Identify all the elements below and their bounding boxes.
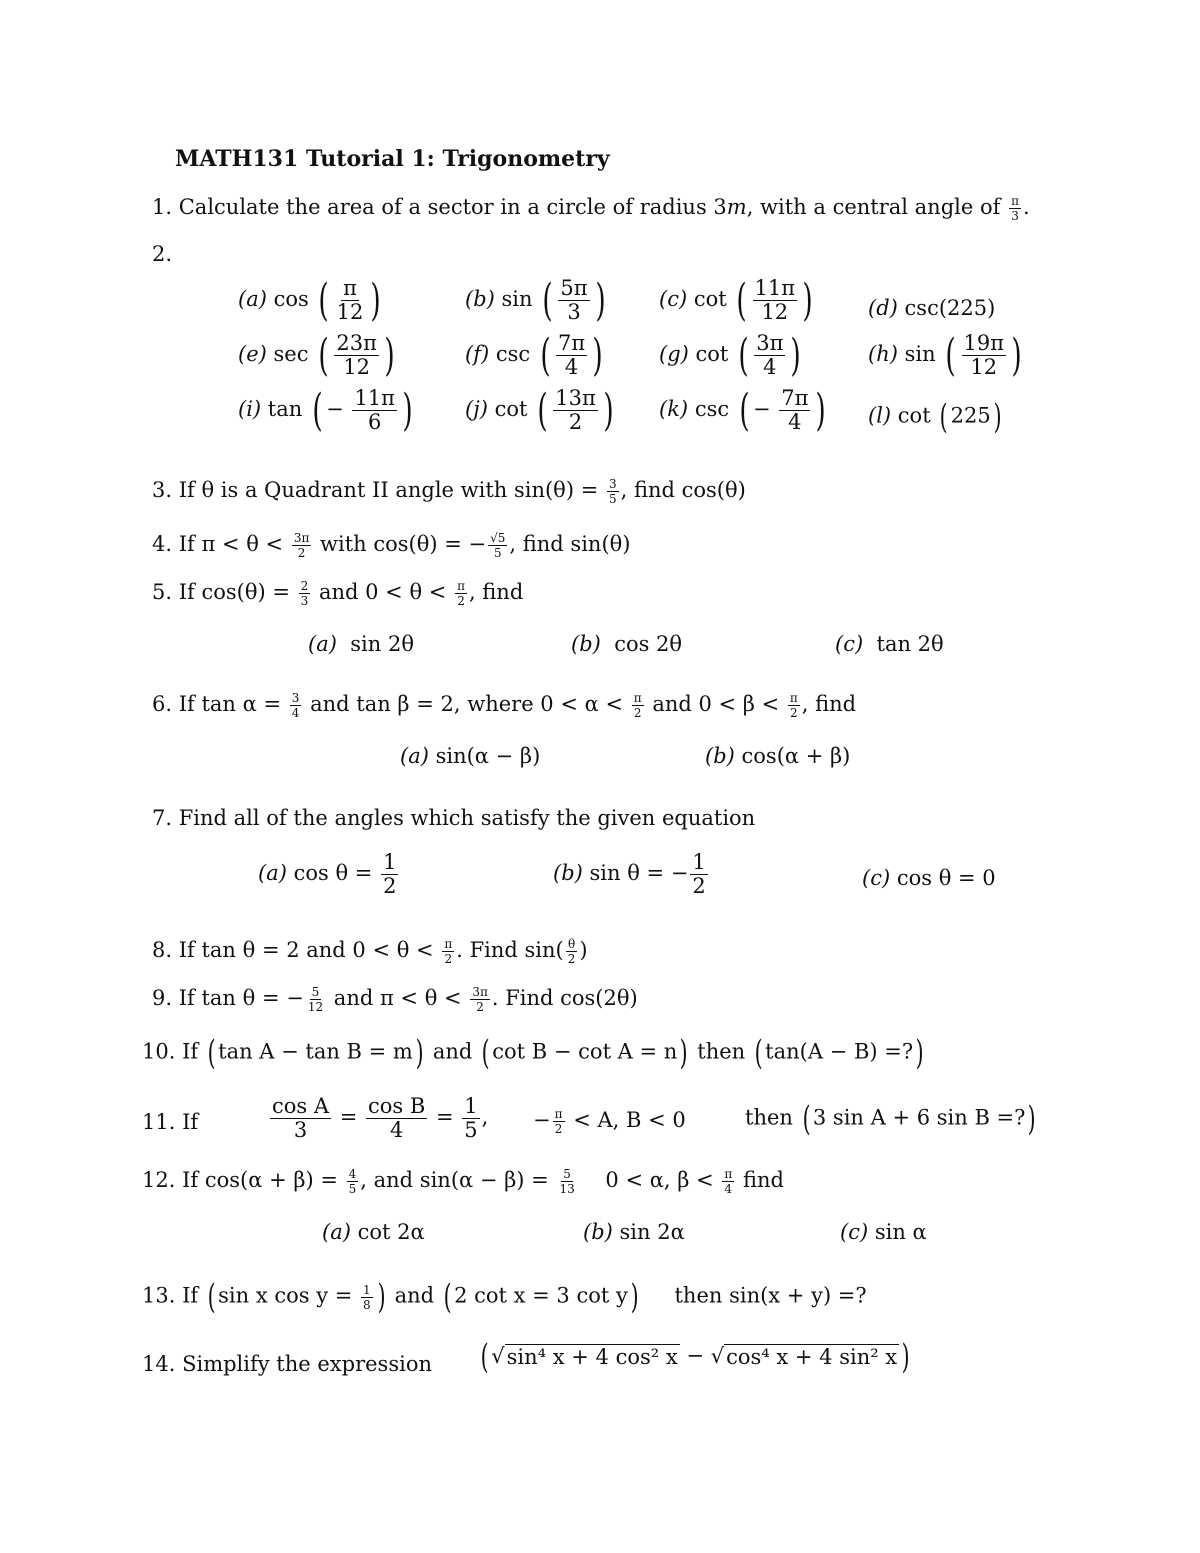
q5-frac: $\frac{2}{3}$ (300, 579, 309, 608)
q6-part-a: (a) sin(α − β) (400, 744, 541, 768)
q1-end: . (1022, 195, 1030, 219)
q8-number: 8. (152, 938, 173, 962)
q14-radical1: sin⁴ x + 4 cos² x (506, 1344, 678, 1369)
q10-expr1: tan A − tan B = m (218, 1039, 413, 1064)
q2-item-b: (b) sin ( $\frac{5\pi}{3}$ ) (465, 274, 606, 326)
q5-text: If cos(θ) = (178, 580, 290, 604)
q7-text: Find all of the angles which satisfy the given equation (178, 806, 756, 830)
q13-number: 13. (142, 1283, 176, 1308)
q10-text2: and (432, 1039, 473, 1064)
q5-text2: and 0 < θ < (318, 580, 447, 604)
q6-part-b: (b) cos(α + β) (705, 744, 851, 768)
q2-item-l: (l) cot ( 225) (868, 397, 1002, 437)
q12-part-b: (b) sin 2α (583, 1220, 685, 1244)
q7-part-c: (c) cos θ = 0 (862, 866, 996, 890)
q14-radical2: cos⁴ x + 4 sin² x (726, 1344, 898, 1369)
q10-text3: then (697, 1039, 746, 1064)
q5-part-c: (c) tan 2θ (835, 632, 944, 656)
q8-text: If tan θ = 2 and 0 < θ < (178, 938, 434, 962)
q10-number: 10. (142, 1039, 176, 1064)
question-3 (152, 478, 746, 505)
q14-label (142, 1352, 432, 1376)
q12-part-c: (c) sin α (840, 1220, 927, 1244)
q10-text: If (182, 1039, 199, 1064)
q4-text: If π < θ < (178, 532, 284, 556)
q6-frac2: $\frac{\pi}{2}$ (633, 691, 642, 720)
q4-number: 4. (152, 532, 173, 556)
q13-expr1: sin x cos y = (218, 1283, 353, 1308)
q4-text2: with cos(θ) = − (320, 532, 487, 556)
q4-frac2: $\frac{√5}{5}$ (490, 531, 506, 560)
q14-expression: ( √ sin⁴ x + 4 cos² x − √ cos⁴ x + 4 sin² x ) (480, 1337, 910, 1377)
q1-text2: , with a central angle of (746, 195, 1001, 219)
question-7 (152, 806, 755, 830)
q8-frac: $\frac{\pi}{2}$ (444, 937, 453, 966)
q2-item-e: (e) sec ( $\frac{23\pi}{12}$ ) (238, 329, 395, 381)
q3-number: 3. (152, 478, 173, 502)
q6-frac3: $\frac{\pi}{2}$ (789, 691, 798, 720)
q9-text: If tan θ = − (178, 986, 304, 1010)
q13-text2: and (394, 1283, 435, 1308)
q11-label (142, 1110, 198, 1134)
q2-item-h: (h) sin ( $\frac{19\pi}{12}$ ) (868, 329, 1022, 381)
q12-text: If cos(α + β) = (182, 1168, 338, 1192)
q2-item-g: (g) cot ( $\frac{3\pi}{4}$ ) (659, 329, 802, 381)
q5-part-b: (b) cos 2θ (571, 632, 683, 656)
q4-frac: $\frac{3\pi}{2}$ (293, 531, 310, 560)
q2-item-j: (j) cot ( $\frac{13\pi}{2}$ ) (465, 384, 614, 436)
q3-frac: $\frac{3}{5}$ (608, 477, 617, 506)
question-8 (152, 938, 588, 965)
q9-frac: $\frac{5}{12}$ (307, 985, 324, 1014)
q10-expr2: cot B − cot A = n (492, 1039, 678, 1064)
q1-angle: $\frac{\pi}{3}$ (1011, 194, 1019, 223)
q3-text: If θ is a Quadrant II angle with sin(θ) = (178, 478, 599, 502)
q6-frac: $\frac{3}{4}$ (291, 691, 300, 720)
question-1 (152, 195, 1030, 222)
page-title: MATH131 Tutorial 1: Trigonometry (175, 146, 610, 172)
q5-number: 5. (152, 580, 173, 604)
q12-text3: 0 < α, β < (605, 1168, 714, 1192)
q2-item-f: (f) csc ( $\frac{7\pi}{4}$ ) (465, 329, 603, 381)
q3-text2: , find cos(θ) (620, 478, 746, 502)
q11-number: 11. (142, 1110, 176, 1134)
q7-part-b: (b) sin θ = − $\frac{1}{2}$ (553, 850, 706, 898)
q8-text2: . Find sin( (456, 938, 564, 962)
q13-text3: then sin(x + y) =? (674, 1283, 867, 1308)
question-9 (152, 986, 638, 1013)
q11-expr: 3 sin A + 6 sin B =? (812, 1105, 1026, 1130)
q10-expr3: tan(A − B) =? (765, 1039, 914, 1064)
q4-text3: , find sin(θ) (509, 532, 631, 556)
q8-frac2: $\frac{\theta}{2}$ (567, 937, 576, 966)
question-5 (152, 580, 523, 607)
q1-text: Calculate the area of a sector in a circle of radius 3 (178, 195, 727, 219)
q2-item-k: (k) csc ( − $\frac{7\pi}{4}$ ) (659, 384, 827, 436)
q9-number: 9. (152, 986, 173, 1010)
q2-item-a: (a) cos ( $\frac{\pi}{12}$ ) (238, 274, 382, 326)
q7-part-a: (a) cos θ = $\frac{1}{2}$ (258, 850, 397, 898)
q12-part-a: (a) cot 2α (322, 1220, 425, 1244)
question-13: 13. If ( sin x cos y = $\frac{1}{8}$ ) and ( 2 cot x = 3 cot y) then sin(x + y) =? (142, 1277, 867, 1317)
q2-item-c: (c) cot ( $\frac{11\pi}{12}$ ) (659, 274, 813, 326)
q2-number: 2. (152, 242, 173, 266)
q7-number: 7. (152, 806, 173, 830)
q13-expr2: 2 cot x = 3 cot y (454, 1283, 628, 1308)
q9-frac2: $\frac{3\pi}{2}$ (472, 985, 488, 1014)
q2-item-i: (i) tan ( − $\frac{11\pi}{6}$ ) (238, 384, 413, 436)
q6-text2: and tan β = 2, where 0 < α < (310, 692, 624, 716)
q5-frac2: $\frac{\pi}{2}$ (457, 579, 465, 608)
question-6 (152, 692, 856, 719)
question-10: 10. If ( tan A − tan B = m) and ( cot B − cot A = n) then ( tan(A − B) =?) (142, 1033, 924, 1073)
q14-text: Simplify the expression (182, 1352, 432, 1376)
q6-number: 6. (152, 692, 173, 716)
q1-number: 1. (152, 195, 173, 219)
q6-text3: and 0 < β < (652, 692, 780, 716)
q11-text: If (182, 1110, 199, 1134)
q14-number: 14. (142, 1352, 176, 1376)
q5-part-a: (a) sin 2θ (308, 632, 414, 656)
q11-then: then ( 3 sin A + 6 sin B =?) (745, 1099, 1037, 1139)
q11-equation: $\frac{\text{cos A}}{3}$ = $\frac{\text{cos B}}{4}$ = $\frac{1}{5}$ , (272, 1094, 489, 1142)
question-4 (152, 532, 630, 559)
q8-text3: ) (579, 938, 588, 962)
q12-text2: , and sin(α − β) = (360, 1168, 549, 1192)
q1-unit: m (726, 195, 747, 219)
q12-text4: find (742, 1168, 784, 1192)
q2-item-d: (d) csc(225) (868, 296, 996, 320)
q13-text: If (182, 1283, 199, 1308)
q6-text4: , find (801, 692, 857, 716)
q11-condition: − $\frac{\pi}{2}$ < A, B < 0 (533, 1107, 686, 1136)
q12-number: 12. (142, 1168, 176, 1192)
q6-text: If tan α = (178, 692, 282, 716)
q9-text3: . Find cos(2θ) (491, 986, 638, 1010)
q9-text2: and π < θ < (333, 986, 462, 1010)
question-12: 12. If cos(α + β) = $\frac{4}{5}$ , and sin(α − β) = $\frac{5}{13}$ 0 < α, β < $\frac{\pi}{4}$ find (142, 1167, 784, 1196)
q5-text3: , find (468, 580, 524, 604)
